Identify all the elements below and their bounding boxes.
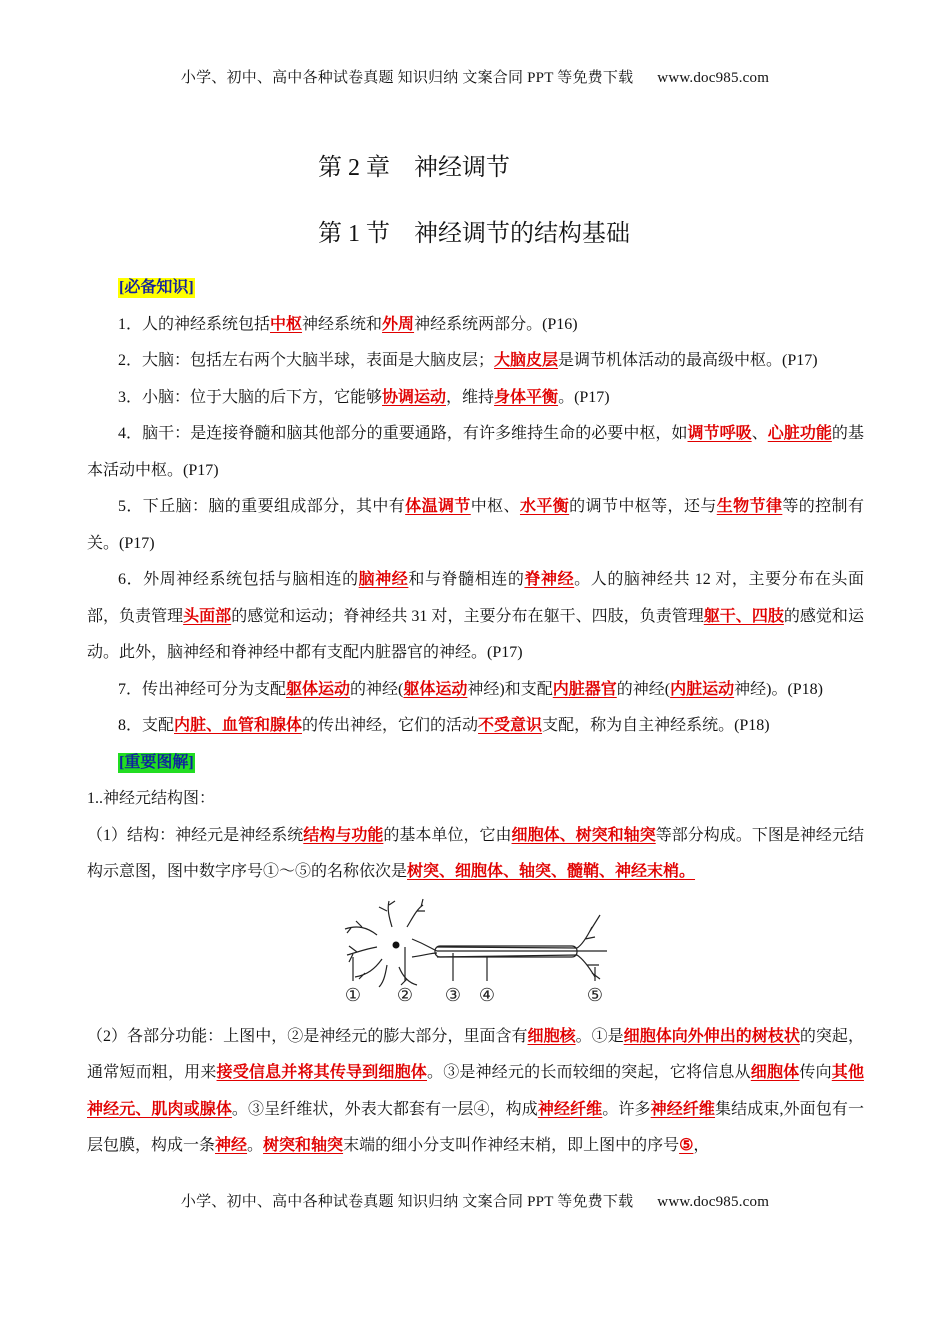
text-segment: 传向	[799, 1064, 832, 1081]
text-segment: 、	[751, 425, 768, 442]
answer-highlight: 内脏器官	[552, 680, 617, 698]
knowledge-item	[87, 672, 864, 709]
text-segment: 中枢、	[470, 498, 520, 515]
text-segment: 神经)和支配	[467, 680, 553, 698]
answer-highlight: 大脑皮层	[494, 352, 559, 369]
text-segment: 6．外周神经系统包括与脑相连的	[118, 571, 359, 588]
answer-highlight: 细胞体	[750, 1064, 800, 1081]
answer-highlight: 体温调节	[405, 498, 471, 515]
text-segment: 7．传出神经可分为支配	[118, 680, 287, 698]
answer-highlight: 躯体运动	[286, 680, 351, 698]
text-segment: 支配，称为自主神经系统。(P18)	[542, 717, 770, 734]
text-segment: 的神经(	[350, 680, 404, 698]
text-segment: 的传出神经，它们的活动	[302, 717, 479, 734]
text-segment: 的神经(	[616, 680, 671, 698]
answer-highlight: 神经	[215, 1137, 248, 1154]
text-segment: （1）结构：神经元是神经系统	[87, 826, 304, 844]
text-segment: 和与脊髓相连的	[408, 571, 525, 588]
answer-highlight: 躯干、四肢	[703, 607, 784, 625]
structure-paragraph	[87, 818, 864, 891]
answer-highlight: 中枢	[270, 315, 303, 333]
function-paragraph	[87, 1019, 864, 1165]
answer-highlight: 其他神经元、肌肉或腺体	[87, 1064, 864, 1118]
answer-highlight: 躯体运动	[403, 680, 468, 698]
answer-highlight: 接受信息并将其传导到细胞体	[216, 1064, 427, 1081]
knowledge-item	[87, 562, 864, 672]
answer-highlight: 心脏功能	[767, 425, 832, 442]
text-segment: 的基本活动中枢。(P17)	[87, 425, 864, 479]
knowledge-item	[87, 343, 864, 380]
text-segment: 。许多	[602, 1100, 651, 1118]
answer-highlight: 结构与功能	[303, 826, 384, 844]
text-segment: 。③呈纤维状，外表大都套有一层④，构成	[231, 1100, 538, 1118]
neuron-diagram	[87, 891, 864, 1019]
diagram-label-5: ⑤	[586, 984, 604, 1006]
answer-highlight: 调节呼吸	[687, 425, 752, 442]
header-text: 小学、初中、高中各种试卷真题 知识归纳 文案合同 PPT 等免费下载	[180, 70, 634, 86]
answer-highlight: 水平衡	[519, 498, 570, 515]
knowledge-item	[87, 380, 864, 417]
tag-knowledge: [必备知识]	[119, 279, 194, 296]
section-title: 第 1 节 神经调节的结构基础	[318, 221, 630, 247]
text-segment: 8．支配	[118, 717, 175, 734]
text-segment: 。人的脑神经共 12 对，主要分布在头面部，负责管理	[87, 571, 864, 625]
text-segment: 。(P17)	[558, 388, 610, 406]
text-segment: 的感觉和运动。此外，脑神经和脊神经中都有支配内脏器官的神经。(P17)	[87, 607, 864, 661]
neuron-illustration	[337, 897, 607, 1009]
answer-highlight: 细胞核	[527, 1027, 576, 1045]
text-segment: 集结成束,外面包有一层包膜，构成一条	[87, 1100, 864, 1154]
text-segment: 。①是	[575, 1027, 624, 1045]
knowledge-item	[87, 307, 864, 344]
text-segment: 4．脑干：是连接脊髓和脑其他部分的重要通路，有许多维持生命的必要中枢，如	[118, 425, 688, 442]
chapter-title: 第 2 章 神经调节	[318, 155, 510, 181]
text-segment: 末端的细小分支叫作神经末梢，即上图中的序号	[343, 1137, 680, 1154]
answer-highlight: 内脏运动	[670, 680, 735, 698]
text-segment: 神经系统两部分。(P16)	[414, 315, 578, 333]
tag-diagram: [重要图解]	[119, 753, 194, 771]
footer-site: www.doc985.com	[657, 1194, 770, 1210]
knowledge-item	[87, 416, 864, 489]
footer-text: 小学、初中、高中各种试卷真题 知识归纳 文案合同 PPT 等免费下载	[180, 1194, 634, 1210]
answer-highlight: 树突、细胞体、轴突、髓鞘、神经末梢。	[407, 863, 696, 880]
neuron-heading: 1..神经元结构图：	[87, 790, 216, 807]
diagram-heading	[87, 745, 864, 782]
diagram-label-4: ④	[478, 984, 496, 1006]
text-segment: 2．大脑：包括左右两个大脑半球，表面是大脑皮层；	[118, 352, 495, 369]
page-footer	[0, 1192, 950, 1212]
text-segment: 的基本单位，它由	[383, 826, 512, 844]
knowledge-heading	[87, 270, 864, 307]
text-segment: 。③是神经元的长而较细的突起，它将信息从	[427, 1064, 751, 1081]
text-segment: 等部分构成。下图是神经元结构示意图，图中数字序号①～⑤的名称依次是	[87, 826, 864, 880]
text-segment: 的调节中枢等，还与	[569, 498, 717, 515]
answer-highlight: 细胞体向外伸出的树枝状	[623, 1027, 800, 1045]
text-segment: 1．人的神经系统包括	[118, 315, 271, 333]
diagram-label-1: ①	[344, 984, 362, 1006]
answer-highlight: 生物节律	[716, 498, 783, 515]
answer-highlight: 神经纤维	[537, 1100, 603, 1118]
text-segment: 等的控制有关。(P17)	[87, 498, 864, 552]
diagram-label-3: ③	[444, 984, 462, 1006]
answer-highlight: 不受意识	[478, 717, 543, 734]
knowledge-item	[87, 708, 864, 745]
text-segment: 神经系统和	[302, 315, 383, 333]
answer-highlight: 外周	[382, 315, 415, 333]
answer-highlight: 细胞体、树突和轴突	[511, 826, 656, 844]
text-segment: 神经)。(P18)	[734, 680, 823, 698]
text-segment: 。	[247, 1137, 264, 1154]
answer-highlight: 头面部	[183, 607, 232, 625]
text-segment: ，	[693, 1137, 710, 1154]
page-header	[0, 68, 950, 88]
answer-highlight: 内脏、血管和腺体	[174, 717, 303, 734]
text-segment: 3．小脑：位于大脑的后下方，它能够	[118, 388, 383, 406]
answer-highlight: 协调运动	[382, 388, 447, 406]
text-segment: （2）各部分功能：上图中，②是神经元的膨大部分，里面含有	[87, 1027, 528, 1045]
knowledge-item	[87, 489, 864, 562]
text-segment: 的感觉和运动；脊神经共 31 对，主要分布在躯干、四肢，负责管理	[231, 607, 704, 625]
text-segment: ，维持	[446, 388, 495, 406]
text-segment: 的突起，通常短而粗，用来	[87, 1027, 864, 1081]
answer-highlight: 脑神经	[358, 571, 409, 588]
answer-highlight: 神经纤维	[650, 1100, 716, 1118]
answer-highlight: ⑤	[679, 1137, 694, 1154]
answer-highlight: 树突和轴突	[263, 1137, 344, 1154]
answer-highlight: 身体平衡	[494, 388, 559, 406]
diagram-label-2: ②	[396, 984, 414, 1006]
answer-highlight: 脊神经	[524, 571, 575, 588]
text-segment: 5．下丘脑：脑的重要组成部分，其中有	[118, 498, 406, 515]
document-body	[87, 270, 864, 1165]
header-site: www.doc985.com	[657, 70, 770, 86]
text-segment: 是调节机体活动的最高级中枢。(P17)	[558, 352, 818, 369]
